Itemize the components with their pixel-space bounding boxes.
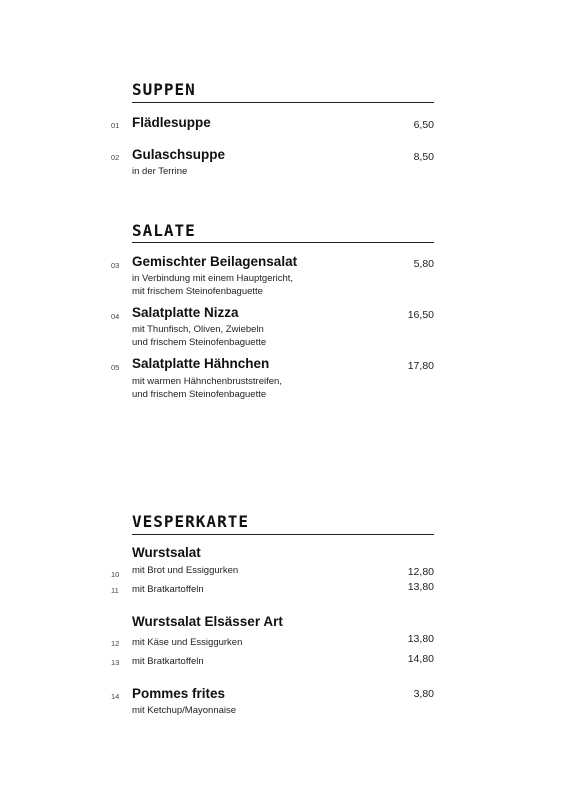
item-description: mit warmen Hähnchenbruststreifen, — [132, 376, 282, 387]
section-divider — [132, 534, 434, 535]
group-name: Wurstsalat — [132, 545, 201, 560]
item-description: in Verbindung mit einem Hauptgericht, — [132, 273, 294, 284]
section-title-vesperkarte: VESPERKARTE — [132, 512, 249, 531]
group-name: Wurstsalat Elsässer Art — [132, 614, 283, 629]
item-number: 02 — [111, 153, 120, 162]
item-name: Pommes frites — [132, 686, 226, 701]
item-price: 17,80 — [407, 360, 434, 372]
item-name: Flädlesuppe — [132, 115, 211, 130]
variant-number: 12 — [111, 639, 120, 648]
section-title-suppen: SUPPEN — [132, 80, 196, 99]
variant-price: 12,80 — [407, 566, 434, 578]
variant-number: 13 — [111, 658, 120, 667]
item-price: 5,80 — [413, 258, 434, 270]
item-price: 8,50 — [413, 151, 434, 163]
item-number: 14 — [111, 692, 120, 701]
variant-description: mit Bratkartoffeln — [132, 656, 204, 667]
variant-description: mit Bratkartoffeln — [132, 584, 204, 595]
item-number: 04 — [111, 312, 120, 321]
item-price: 6,50 — [413, 119, 434, 131]
variant-description: mit Brot und Essiggurken — [132, 565, 239, 576]
item-description: und frischem Steinofenbaguette — [132, 389, 267, 400]
item-name: Gemischter Beilagensalat — [132, 254, 298, 269]
section-divider — [132, 242, 434, 243]
item-price: 16,50 — [407, 309, 434, 321]
item-name: Gulaschsuppe — [132, 147, 226, 162]
item-description: und frischem Steinofenbaguette — [132, 337, 267, 348]
item-description: in der Terrine — [132, 166, 188, 177]
variant-number: 10 — [111, 570, 120, 579]
item-description: mit Thunfisch, Oliven, Zwiebeln — [132, 324, 264, 335]
item-number: 01 — [111, 121, 120, 130]
variant-price: 13,80 — [407, 633, 434, 645]
variant-description: mit Käse und Essiggurken — [132, 637, 243, 648]
item-description: mit Ketchup/Mayonnaise — [132, 705, 237, 716]
item-number: 05 — [111, 363, 120, 372]
item-price: 3,80 — [413, 688, 434, 700]
item-name: Salatplatte Hähnchen — [132, 356, 270, 371]
section-title-salate: SALATE — [132, 221, 196, 240]
item-number: 03 — [111, 261, 120, 270]
variant-price: 13,80 — [407, 581, 434, 593]
variant-price: 14,80 — [407, 653, 434, 665]
variant-number: 11 — [111, 586, 119, 595]
item-name: Salatplatte Nizza — [132, 305, 239, 320]
item-description: mit frischem Steinofenbaguette — [132, 286, 263, 297]
section-divider — [132, 102, 434, 103]
